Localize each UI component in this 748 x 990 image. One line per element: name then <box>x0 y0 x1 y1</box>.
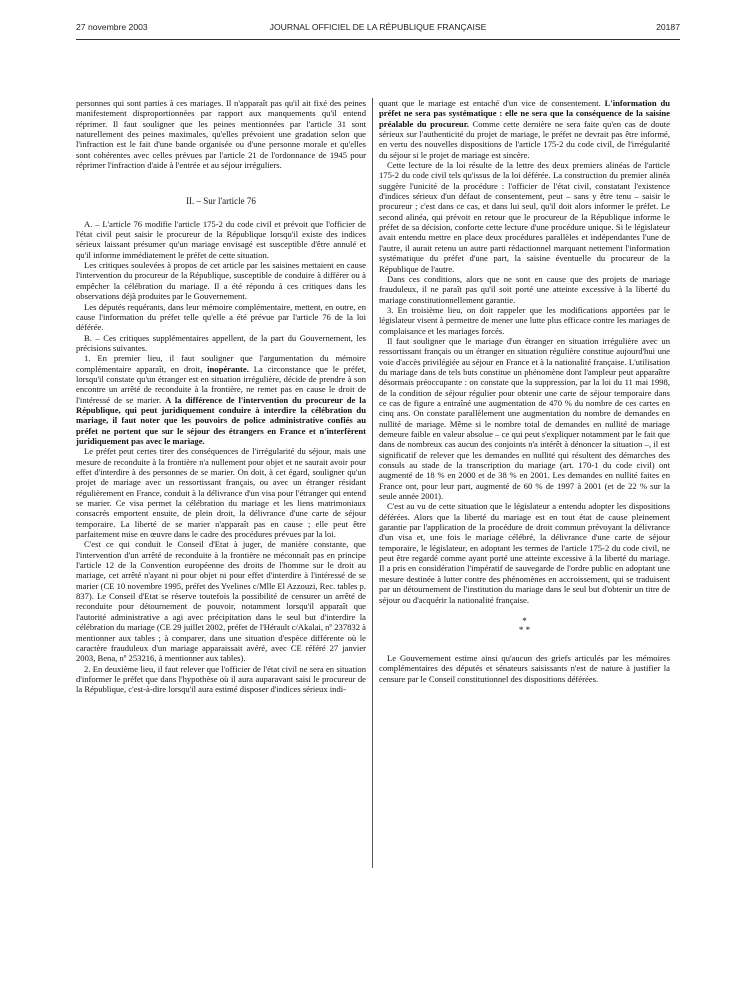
paragraph: 3. En troisième lieu, on doit rappeler que les modifications apportées par le législateur visent à permettre de mener une lutte plus efficace contre les mariages de complaisance et les mariages forcés. <box>379 304 670 336</box>
journal-title: JOURNAL OFFICIEL DE LA RÉPUBLIQUE FRANÇAISE <box>269 22 487 32</box>
bold-text: L'information du préfet ne sera pas systématique : elle ne sera que la conséquence de la saisine préalable du procureur. <box>379 98 671 129</box>
paragraph: Le préfet peut certes tirer des conséquences de l'irrégularité du séjour, mais une mesure de reconduite à la frontière n'a nullement pour objet et ne saurait avoir pour effet d'interdire à des personnes de se marier. On doit, à cet égard, souligner qu'un projet de mariage avec un ressortissant français, ou avec un étranger résidant régulièrement en France, conduit à la délivrance d'un visa pour l'étranger qui entend se marier. Ce visa permet la célébration du mariage et les liens matrimoniaux consacrés emportent ensuite, de plein droit, la délivrance d'une carte de séjour temporaire. La liberté de se marier n'apparaît pas en cause ; elle peut être parfaitement mise en œuvre dans le cadre des procédures prévues par la loi. <box>76 446 366 540</box>
paragraph <box>379 98 670 160</box>
page-number: 20187 <box>656 22 680 32</box>
column-divider <box>372 98 373 868</box>
section-separator <box>379 617 670 635</box>
bold-text: A la différence de l'intervention du procureur de la République, qui peut juridiquement conduire à interdire la célébration du mariage, il faut noter que les pouvoirs de police administrative confiés au préfet ne portent que sur le séjour des étrangers en France et n'interfèrent juridiquement pas avec le mariage. <box>76 394 366 446</box>
paragraph: C'est au vu de cette situation que le législateur a entendu adopter les dispositions déférées. Alors que la liberté du mariage est en tout état de cause pleinement garantie par l'application de la procédure de droit commun prévoyant la délivrance d'un visa et, une fois le mariage célébré, la délivrance d'une carte de séjour temporaire, le législateur, en adoptant les termes de l'article 175-2 du code civil, ne peut être regardé comme ayant porté une atteinte excessive à la liberté du mariage. Il a pris en considération l'impératif de sauvegarde de l'ordre public en adoptant une mesure destinée à lutter contre des phénomènes en accroissement, qui se traduisent par un détournement de l'institution du mariage dans le seul but d'obtenir un titre de séjour ou d'acquérir la nationalité française. <box>379 501 670 605</box>
separator-star: * <box>522 615 527 626</box>
text-run: 1. En premier lieu, il faut souligner que l'argumentation du mémoire complémentaire apparaît, en droit, <box>76 353 366 374</box>
paragraph: Cette lecture de la loi résulte de la lettre des deux premiers alinéas de l'article 175-2 du code civil tels qu'issus de la loi déférée. La construction du premier alinéa suggère l'unicité de la procédure : l'officier de l'état civil, constatant l'existence d'indices sérieux d'un défaut de consentement, peut – sans y être tenu – saisir le procureur ; c'est dans ce cas, et dans lui seul, qu'il doit alors informer le préfet. Le second alinéa, qui prévoit en retour que le procureur de la République informe le préfet de sa décision, conforte cette lecture d'une procédure unique. Si le législateur avait entendu mettre en place deux procédures parallèles et indépendantes l'une de l'autre, il aurait retenu un autre parti rédactionnel marquant nettement l'information systématique du préfet d'une part, la saisine éventuelle du procureur de la République de l'autre. <box>379 160 670 274</box>
section-heading: II. – Sur l'article 76 <box>186 196 256 207</box>
paragraph: A. – L'article 76 modifie l'article 175-2 du code civil et prévoit que l'officier de l'état civil peut saisir le procureur de la République lorsqu'il existe des indices sérieux laissant présumer qu'un mariage envisagé est susceptible d'être annulé et qu'il informe immédiatement le préfet de cette situation. <box>76 218 366 260</box>
paragraph: Les critiques soulevées à propos de cet article par les saisines mettaient en cause l'intervention du procureur de la République, susceptible de conduire à différer ou à empêcher la célébration du mariage. Il a été répondu à ces critiques dans les observations déjà produites par le Gouvernement. <box>76 260 366 302</box>
paragraph: Dans ces conditions, alors que ne sont en cause que des projets de mariage frauduleux, il ne paraît pas qu'il soit porté une atteinte excessive à la liberté du mariage constitutionnellement garantie. <box>379 273 670 305</box>
paragraph: 2. En deuxième lieu, il faut relever que l'officier de l'état civil ne sera en situation d'informer le préfet que dans l'hypothèse où il aura auparavant saisi le procureur de la République, c'est-à-dire lorsqu'il aura estimé disposer d'indices sérieux indi- <box>76 663 366 695</box>
paragraph <box>76 353 366 446</box>
paragraph: Le Gouvernement estime ainsi qu'aucun des griefs articulés par les mémoires complémentaires des députés et sénateurs saisissants n'est de nature à justifier la censure par le Conseil constitutionnel des dispositions déférées. <box>379 652 670 684</box>
page-header <box>76 22 680 36</box>
separator-stars: * * <box>518 624 531 635</box>
paragraph: Il faut souligner que le mariage d'un étranger en situation irrégulière avec un ressortissant français ou un étranger en situation régulière constitue aujourd'hui une voie d'accès privilégiée au séjour en France et à la nationalité française. L'utilisation du mariage dans de tels buts constitue un phénomène dont l'ampleur peut apparaître désormais préoccupante : on constate que la suppression, par la loi du 11 mai 1998, de la condition de séjour régulier pour obtenir une carte de séjour temporaire dans ce cas de figure a entraîné une augmentation de 470 % du nombre de ces cartes en cinq ans. On constate parallèlement une augmentation du nombre de demandes en nullité de mariage. Même si le nombre total de demandes en nullité de mariage demeure faible en valeur absolue – ce qui peut s'expliquer notamment par le fait que dans de nombreux cas aucun des conjoints n'a intérêt à dénoncer la situation –, il est significatif de relever que les demandes en nullité qui résultent des démarches des consuls au stade de la transcription du mariage (art. 170-1 du code civil) ont augmenté de 18 % en 2000 et de 38 % en 2001. Les demandes en nullité faites en France ont, pour leur part, augmenté de 60 % de 1997 à 2001 (et de 22 % sur la seule année 2001). <box>379 335 670 502</box>
right-column <box>379 98 670 684</box>
text-run: quant que le mariage est entaché d'un vice de consentement. <box>379 98 605 108</box>
header-date: 27 novembre 2003 <box>76 22 148 32</box>
left-column <box>76 98 366 695</box>
paragraph: B. – Ces critiques supplémentaires appellent, de la part du Gouvernement, les précisions suivantes. <box>76 332 366 353</box>
text-run: Comme cette dernière ne sera faite qu'en cas de doute sérieux sur l'authenticité du projet de mariage, le préfet ne devrait pas être informé, en vertu des nouvelles dispositions de l'article 175-2 du code civil, de l'irrégularité du séjour si le projet de mariage est sincère. <box>379 118 670 160</box>
header-rule <box>76 39 680 40</box>
paragraph: C'est ce qui conduit le Conseil d'Etat à juger, de manière constante, que l'intervention d'un arrêté de reconduite à la frontière ne méconnaît pas en principe l'article 12 de la Convention européenne des droits de l'homme sur le droit au mariage, cet arrêté n'ayant ni pour objet ni pour effet d'interdire à l'intéressé de se marier (CE 10 novembre 1995, préfet des Yvelines c/Mlle El Azzouzi, Rec. tables p. 837). Le Conseil d'Etat se réserve toutefois la possibilité de censurer un arrêté de reconduite pour détournement de pouvoir, notamment lorsqu'il apparaît que l'autorité administrative a agi avec précipitation dans le seul but d'interdire la célébration du mariage (CE 29 juillet 2002, préfet de l'Hérault c/Akalai, nº 237832 à mentionner aux tables ; à comparer, dans une situation d'espèce différente où le caractère frauduleux d'un mariage apparaissait avéré, avec CE référé 27 janvier 2003, Bena, nº 253216, à mentionner aux tables). <box>76 539 366 664</box>
text-run: La circonstance que le préfet, lorsqu'il constate qu'un étranger est en situation irrégulière, décide de prendre à son encontre un arrêté de reconduite à la frontière, ne remet pas en cause le droit de l'intéressé de se marier. <box>76 363 366 405</box>
paragraph: personnes qui sont parties à ces mariages. Il n'apparaît pas qu'il ait fixé des peines manifestement disproportionnées par rapport aux manquements qu'il entend réprimer. Il faut souligner que les peines mentionnées par l'article 31 sont naturellement des peines maximales, qu'elles prévoient une gradation selon que l'infraction est le fait d'une bande organisée ou d'une personne morale et qu'elles sont cohérentes avec celles prévues par l'article 21 de l'ordonnance de 1945 pour réprimer l'infraction d'aide à l'entrée et au séjour irréguliers. <box>76 98 366 171</box>
paragraph: Les députés requérants, dans leur mémoire complémentaire, mettent, en outre, en cause l'information du préfet telle qu'elle a été prévue par l'article 76 de la loi déférée. <box>76 301 366 333</box>
bold-text: inopérante. <box>207 363 249 374</box>
